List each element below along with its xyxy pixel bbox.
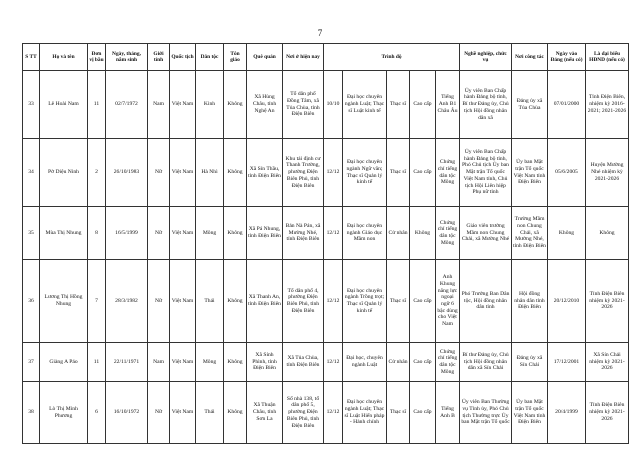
cell-occupation: Ủy viên Ban Chấp hành Đảng bộ tỉnh, Bí thư Đảng ủy, Chủ tịch Hội đồng nhân dân xã	[460, 71, 512, 139]
cell-edu-degree: Cử nhân	[387, 207, 410, 260]
table-row	[23, 139, 629, 207]
cell-residence: Tổ dân phố Đồng Tâm, xã Tủa Chùa, tỉnh Điện Biên	[283, 71, 324, 139]
cell-dob: 16/5/1999	[106, 207, 148, 260]
cell-party-date: 07/01/2000	[548, 71, 586, 139]
cell-unit: 11	[88, 343, 106, 382]
cell-hdnd: Tỉnh Điện Biên, nhiệm kỳ 2016-2021; 2021-2026	[586, 71, 629, 139]
cell-hometown: Xã Sính Phình, tỉnh Điện Biên	[247, 343, 283, 382]
cell-occupation: Ủy viên Ban Chấp hành Đảng bộ tỉnh, Phó Chủ tịch Ủy ban Mặt trận Tổ quốc Việt Nam tỉnh, Chủ tịch Hội Liên hiệp Phụ nữ tỉnh	[460, 139, 512, 207]
cell-dob: 16/10/1972	[106, 382, 148, 444]
cell-workplace: Ủy ban Mặt trận Tổ quốc Việt Nam tỉnh Điện Biên	[512, 382, 548, 444]
cell-religion: Không	[224, 207, 247, 260]
table-row	[23, 207, 629, 260]
cell-dob: 26/10/1983	[106, 139, 148, 207]
cell-dob: 22/11/1971	[106, 343, 148, 382]
page-number: 7	[317, 28, 323, 38]
cell-occupation: Phó Trưởng Ban Dân tộc, Hội đồng nhân dân tỉnh	[460, 260, 512, 343]
cell-ethnicity: Mông	[196, 343, 224, 382]
header-ethnicity: Dân tộc	[196, 44, 224, 71]
candidate-table	[22, 43, 629, 444]
cell-residence: Khu tái định cư Thanh Trường, phường Điện Biên Phủ, tỉnh Điện Biên	[283, 139, 324, 207]
cell-unit: 6	[88, 382, 106, 444]
cell-hdnd: Tỉnh Điện Biên nhiệm kỳ 2021-2026	[586, 382, 629, 444]
cell-occupation: Bí thư Đảng ủy, Chủ tịch Hội đồng nhân dân xã Sín Chải	[460, 343, 512, 382]
cell-edu-pro: Đại học chuyên ngành Ngữ văn; Thạc sĩ Quản lý kinh tế	[343, 139, 387, 207]
cell-dob: 02/7/1972	[106, 71, 148, 139]
cell-edu-political: Cao cấp	[410, 343, 436, 382]
cell-dob: 28/3/1982	[106, 260, 148, 343]
cell-edu-political: Cao cấp	[410, 71, 436, 139]
cell-residence: Tổ dân phố 4, phường Điện Biên Phủ, tỉnh Điện Biên	[283, 260, 324, 343]
cell-nationality: Việt Nam	[170, 260, 196, 343]
cell-edu-political: Không	[410, 207, 436, 260]
cell-sex: Nữ	[148, 382, 170, 444]
cell-residence: Số nhà 138, tổ dân phố 5, phường Điện Biên Phủ, tỉnh Điện Biên	[283, 382, 324, 444]
cell-edu-degree: Thạc sĩ	[387, 382, 410, 444]
cell-religion: Không	[224, 71, 247, 139]
cell-residence: Xã Tủa Chùa, tỉnh Điện Biên	[283, 343, 324, 382]
header-hometown: Quê quán	[247, 44, 283, 71]
cell-edu-general: 12/12	[324, 139, 343, 207]
cell-religion: Không	[224, 382, 247, 444]
cell-edu-political: Cao cấp	[410, 260, 436, 343]
cell-unit: 2	[88, 139, 106, 207]
cell-nationality: Việt Nam	[170, 207, 196, 260]
cell-party-date: 05/6/2005	[548, 139, 586, 207]
cell-nationality: Việt Nam	[170, 139, 196, 207]
cell-edu-language: Chứng chỉ tiếng dân tộc Mông	[436, 139, 460, 207]
cell-edu-language: Tiếng Anh B	[436, 382, 460, 444]
cell-ethnicity: Thái	[196, 382, 224, 444]
header-dob: Ngày, tháng, năm sinh	[106, 44, 148, 71]
cell-stt: 37	[23, 343, 40, 382]
cell-edu-degree: Cử nhân	[387, 343, 410, 382]
cell-stt: 36	[23, 260, 40, 343]
cell-nationality: Việt Nam	[170, 71, 196, 139]
cell-hdnd: Không	[586, 207, 629, 260]
cell-stt: 35	[23, 207, 40, 260]
cell-hdnd: Huyện Mường Nhé nhiệm kỳ 2021-2026	[586, 139, 629, 207]
header-stt: S TT	[23, 44, 40, 71]
cell-edu-general: 12/12	[324, 343, 343, 382]
cell-nationality: Việt Nam	[170, 382, 196, 444]
header-occupation: Nghề nghiệp, chức vụ	[460, 44, 512, 71]
header-workplace: Nơi công tác	[512, 44, 548, 71]
cell-edu-degree: Thạc sĩ	[387, 260, 410, 343]
cell-ethnicity: Mông	[196, 207, 224, 260]
cell-name: Lê Hoài Nam	[40, 71, 88, 139]
cell-hometown: Xã Thuận Châu, tỉnh Sơn La	[247, 382, 283, 444]
cell-name: Giàng A Páo	[40, 343, 88, 382]
cell-hometown: Xã Thanh An, tỉnh Điện Biên	[247, 260, 283, 343]
cell-edu-general: 12/12	[324, 260, 343, 343]
header-religion: Tôn giáo	[224, 44, 247, 71]
cell-edu-general: 10/10	[324, 71, 343, 139]
cell-edu-general: 12/12	[324, 382, 343, 444]
cell-sex: Nam	[148, 343, 170, 382]
header-party-date: Ngày vào Đảng (nếu có)	[548, 44, 586, 71]
cell-workplace: Đảng ủy xã Tủa Chùa	[512, 71, 548, 139]
cell-hdnd: Xã Sín Chải nhiệm kỳ 2021-2026	[586, 343, 629, 382]
cell-ethnicity: Kinh	[196, 71, 224, 139]
cell-ethnicity: Hà Nhì	[196, 139, 224, 207]
cell-unit: 8	[88, 207, 106, 260]
cell-edu-political: Cao cấp	[410, 139, 436, 207]
cell-edu-language: Chứng chỉ tiếng dân tộc Mông	[436, 343, 460, 382]
cell-party-date: 20/12/2010	[548, 260, 586, 343]
cell-sex: Nữ	[148, 260, 170, 343]
cell-occupation: Giáo viên trường Mầm non Chung Chải, xã Mường Nhé	[460, 207, 512, 260]
cell-ethnicity: Thái	[196, 260, 224, 343]
cell-religion: Không	[224, 139, 247, 207]
table-body	[23, 71, 629, 444]
header-sex: Giới tính	[148, 44, 170, 71]
cell-edu-language: Tiếng Anh B1 Châu Âu	[436, 71, 460, 139]
cell-party-date: 20/4/1999	[548, 382, 586, 444]
header-hdnd: Là đại biểu HĐND (nếu có)	[586, 44, 629, 71]
table-row	[23, 260, 629, 343]
cell-hometown: Xã Hùng Châu, tỉnh Nghệ An	[247, 71, 283, 139]
cell-name: Lò Thị Minh Phương	[40, 382, 88, 444]
cell-edu-pro: Đại học chuyên ngành Luật; Thạc sĩ Luật Hiến pháp - Hành chính	[343, 382, 387, 444]
cell-nationality: Việt Nam	[170, 343, 196, 382]
cell-unit: 7	[88, 260, 106, 343]
cell-edu-language: Chứng chỉ tiếng dân tộc Mông	[436, 207, 460, 260]
header-name: Họ và tên	[40, 44, 88, 71]
cell-edu-pro: Đại học chuyên ngành Trồng trọt; Thạc sĩ Quản lý kinh tế	[343, 260, 387, 343]
cell-edu-degree: Thạc sĩ	[387, 71, 410, 139]
header-nationality: Quốc tịch	[170, 44, 196, 71]
cell-hometown: Xã Sín Thầu, tỉnh Điện Biên	[247, 139, 283, 207]
cell-hdnd: Tỉnh Điện Biên nhiệm kỳ 2021-2026	[586, 260, 629, 343]
cell-unit: 11	[88, 71, 106, 139]
cell-stt: 34	[23, 139, 40, 207]
cell-edu-political: Cao cấp	[410, 382, 436, 444]
cell-stt: 33	[23, 71, 40, 139]
cell-name: Lương Thị Hồng Nhung	[40, 260, 88, 343]
table-row	[23, 382, 629, 444]
cell-workplace: Đảng ủy xã Sín Chải	[512, 343, 548, 382]
cell-edu-general: 12/12	[324, 207, 343, 260]
cell-residence: Bản Nà Pán, xã Mường Nhé, tỉnh Điện Biên	[283, 207, 324, 260]
cell-edu-pro: Đại học chuyên ngành Giáo dục Mầm non	[343, 207, 387, 260]
table-header-row	[23, 44, 629, 71]
cell-sex: Nam	[148, 71, 170, 139]
cell-name: Mùa Thị Nhung	[40, 207, 88, 260]
cell-stt: 38	[23, 382, 40, 444]
table-row	[23, 343, 629, 382]
cell-edu-pro: Đại học, chuyên ngành Luật	[343, 343, 387, 382]
header-residence: Nơi ở hiện nay	[283, 44, 324, 71]
cell-sex: Nữ	[148, 207, 170, 260]
cell-hometown: Xã Pá Nhung, tỉnh Điện Biên	[247, 207, 283, 260]
header-unit: Đơn vị bầu	[88, 44, 106, 71]
cell-religion: Không	[224, 260, 247, 343]
cell-workplace: Trường Mầm non Chung Chải, xã Mường Nhé, tỉnh Điện Biên	[512, 207, 548, 260]
cell-party-date: 17/12/2001	[548, 343, 586, 382]
cell-edu-pro: Đại học chuyên ngành Luật; Thạc sĩ Luật kinh tế	[343, 71, 387, 139]
header-education: Trình độ	[324, 44, 460, 71]
cell-edu-degree: Thạc sĩ	[387, 139, 410, 207]
cell-occupation: Ủy viên Ban Thường vụ Tỉnh ủy, Phó Chủ tịch Thường trực Ủy ban Mặt trận Tổ quốc	[460, 382, 512, 444]
cell-workplace: Hội đồng nhân dân tỉnh Điện Biên	[512, 260, 548, 343]
table-row	[23, 71, 629, 139]
cell-edu-language: Anh Khung năng lực ngoại ngữ 6 bậc dùng cho Việt Nam	[436, 260, 460, 343]
cell-party-date: Không	[548, 207, 586, 260]
cell-religion: Không	[224, 343, 247, 382]
cell-sex: Nữ	[148, 139, 170, 207]
cell-workplace: Ủy ban Mặt trận Tổ quốc Việt Nam tỉnh Điện Biên	[512, 139, 548, 207]
cell-name: Pờ Diệu Ninh	[40, 139, 88, 207]
